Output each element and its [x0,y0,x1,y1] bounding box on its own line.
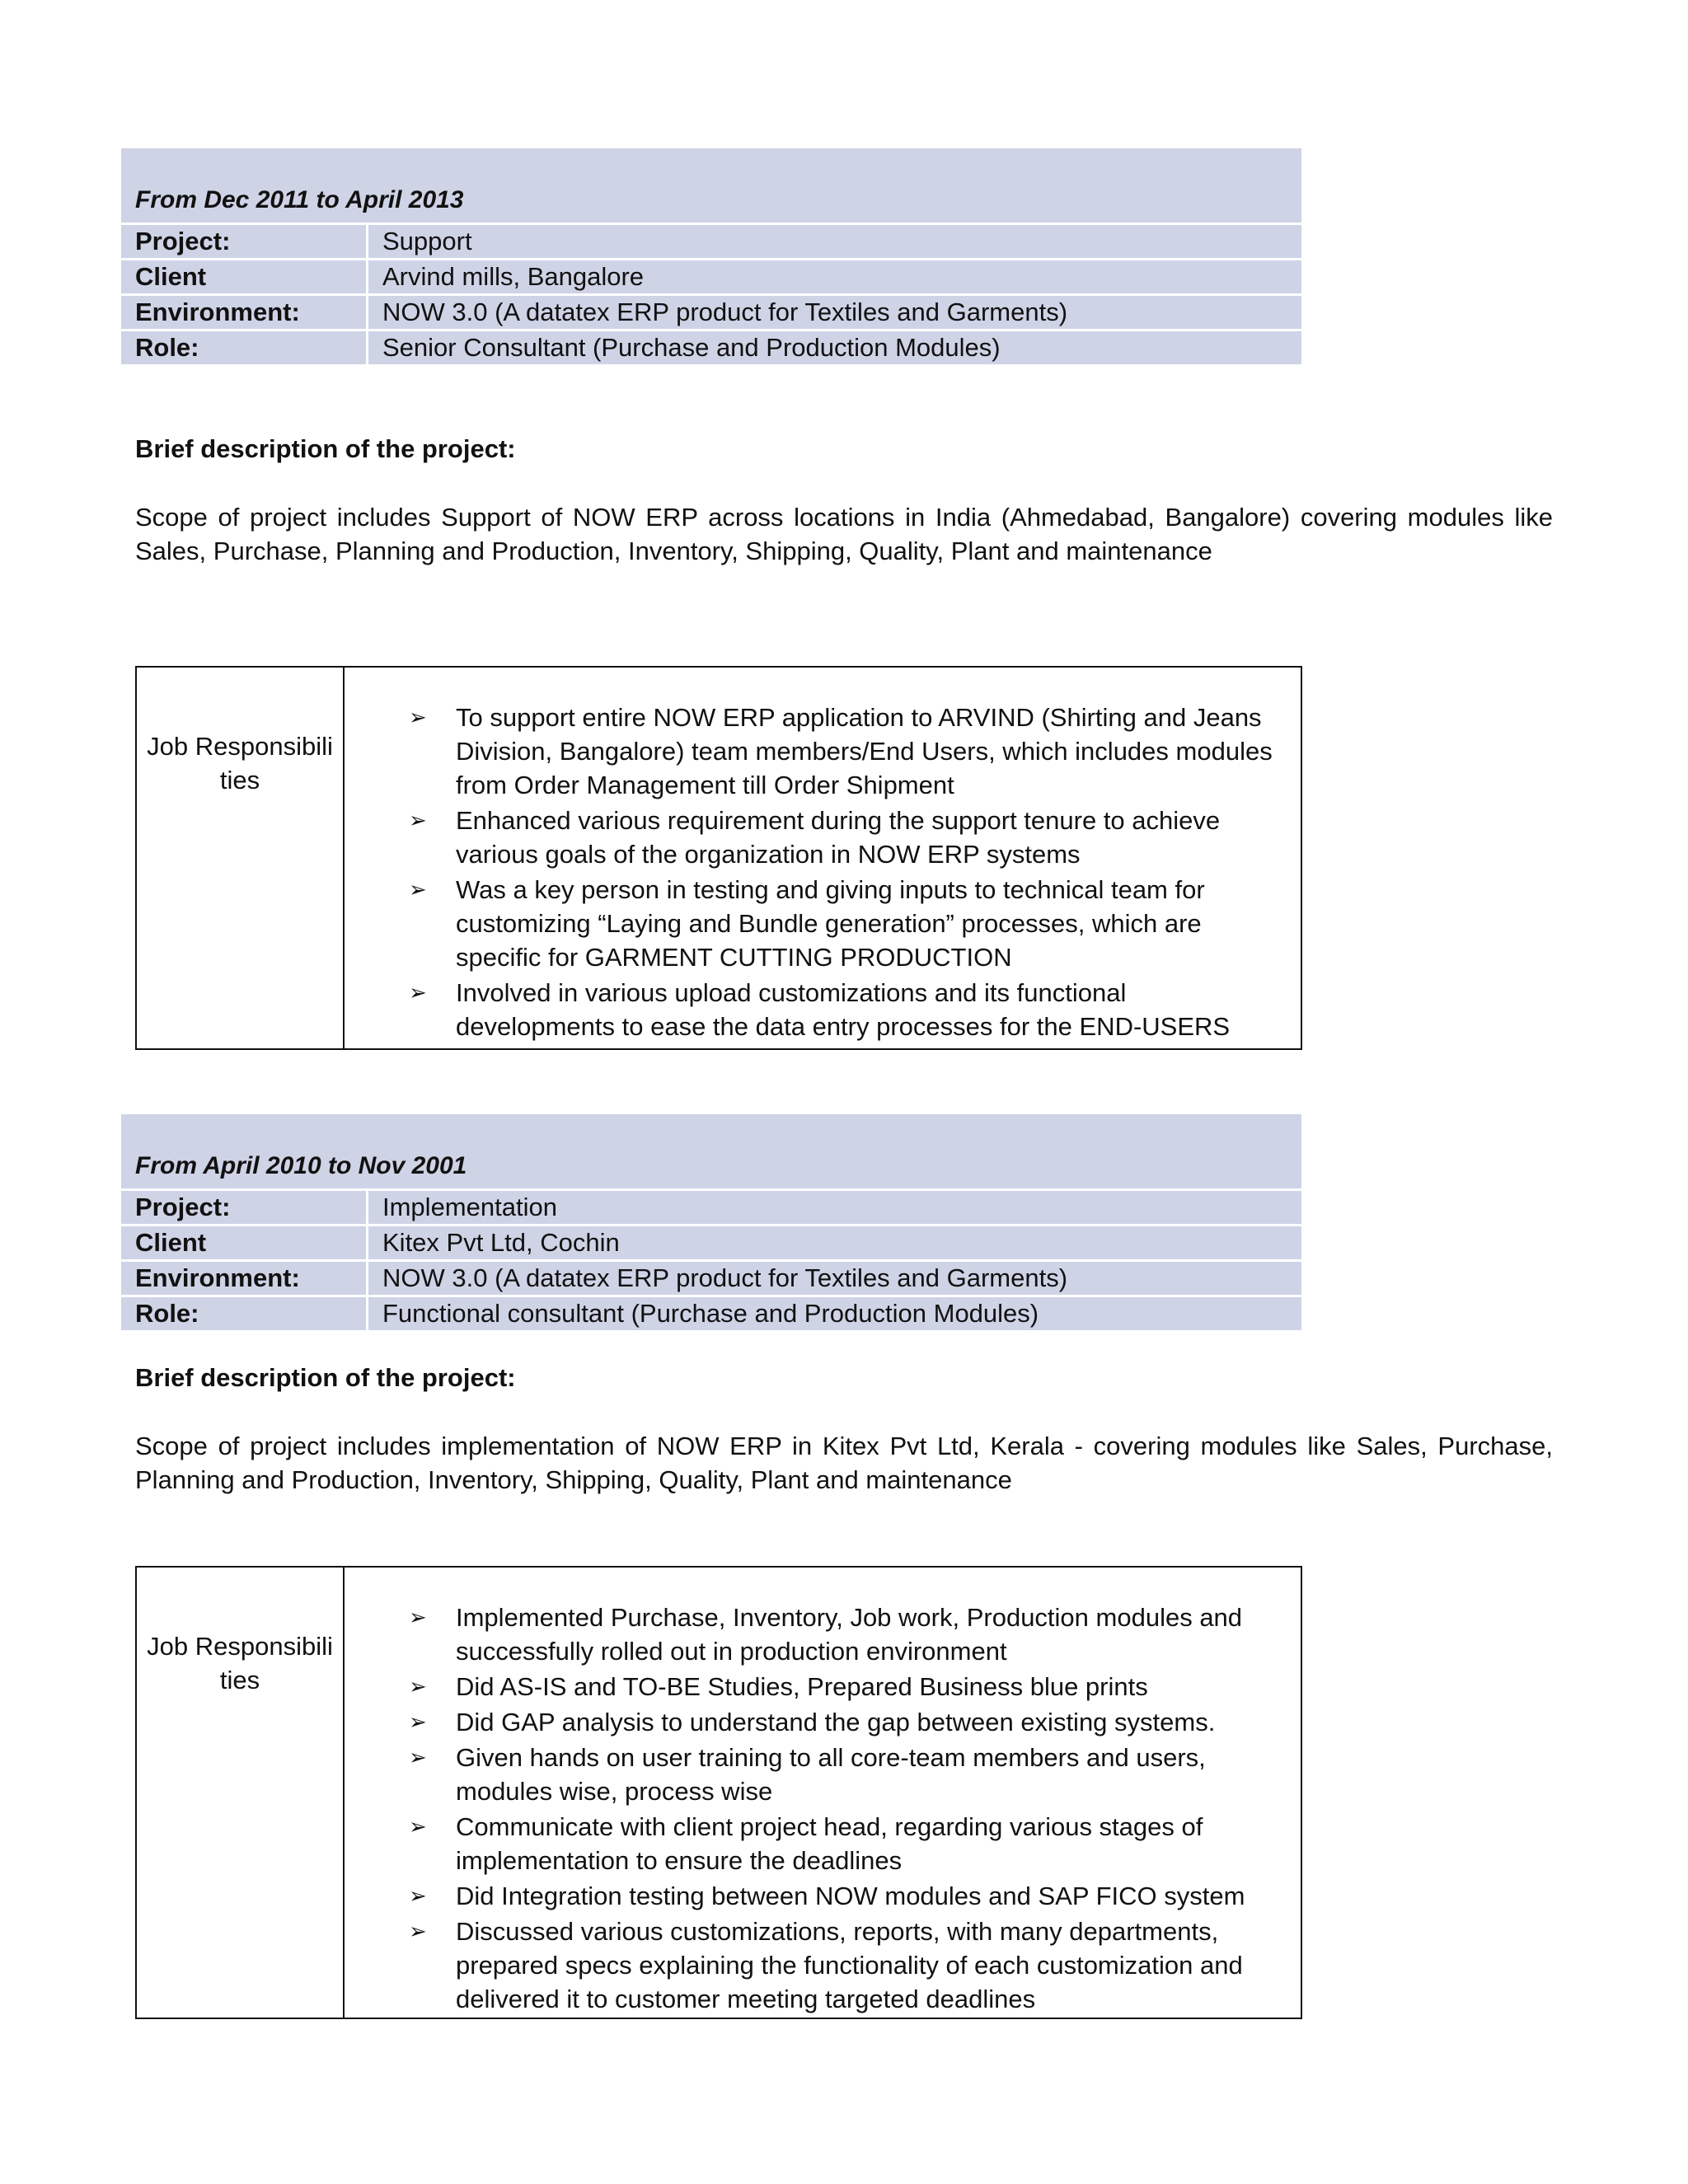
project-1-info-table [121,148,1301,367]
row-key: Project: [121,225,368,258]
bullet-arrow-icon: ➢ [409,1745,427,1769]
list-item: ➢ Enhanced various requirement during the support tenure to achieve various goals of the organization in NOW ERP systems [345,804,1284,871]
responsibilities-list [345,1568,1301,2018]
row-value: NOW 3.0 (A datatex ERP product for Textiles and Garments) [382,298,1068,326]
list-item: ➢ To support entire NOW ERP application to ARVIND (Shirting and Jeans Division, Bangalore) team members/End Users, which includes modules from Order Management till Order Shipment [345,701,1284,802]
list-item: ➢ Communicate with client project head, regarding various stages of implementation to ensure the deadlines [345,1810,1284,1877]
bullet-arrow-icon: ➢ [409,1709,427,1734]
bullet-arrow-icon: ➢ [409,808,427,832]
list-item: ➢ Given hands on user training to all core-team members and users, modules wise, process wise [345,1741,1284,1808]
responsibilities-list [345,668,1301,1048]
project-1-brief-heading: Brief description of the project: [135,434,516,463]
list-item: ➢ Implemented Purchase, Inventory, Job work, Production modules and successfully rolled out in production environment [345,1601,1284,1668]
responsibilities-label-text: Job Responsibilities [147,1632,333,1694]
project-1-row-client [121,260,1301,296]
project-1-period: From Dec 2011 to April 2013 [135,186,464,213]
row-value: Implementation [382,1193,557,1221]
row-key: Role: [121,1297,368,1330]
row-key: Client [121,260,368,293]
row-key: Role: [121,331,368,364]
project-1-row-role [121,331,1301,367]
bullet-arrow-icon: ➢ [409,1674,427,1699]
project-2-responsibilities-box [135,1566,1302,2019]
bullet-arrow-icon: ➢ [409,1919,427,1943]
project-2-row-environment [121,1262,1301,1297]
project-2-period-header [121,1114,1301,1191]
project-1-brief-text: Scope of project includes Support of NOW ERP across locations in India (Ahmedabad, Bangalore) covering modules like Sales, Purchase, Planning and Production, Inventory, Shipping, Quality, Plant and maintenance [135,503,1553,565]
row-value: Kitex Pvt Ltd, Cochin [382,1228,620,1257]
project-1-responsibilities-box [135,666,1302,1050]
list-item: ➢ Did GAP analysis to understand the gap between existing systems. [345,1705,1284,1739]
project-2-row-role [121,1297,1301,1333]
bullet-arrow-icon: ➢ [409,1883,427,1908]
row-value: NOW 3.0 (A datatex ERP product for Textiles and Garments) [382,1263,1068,1292]
list-item: ➢ Involved in various upload customizations and its functional developments to ease the data entry processes for the END-USERS [345,976,1284,1043]
project-1-row-environment [121,296,1301,331]
responsibilities-label [137,1568,345,2018]
list-item: ➢ Discussed various customizations, reports, with many departments, prepared specs explaining the functionality of each customization and delivered it to customer meeting targeted deadlines [345,1915,1284,2016]
bullet-arrow-icon: ➢ [409,877,427,902]
row-value: Arvind mills, Bangalore [382,262,645,291]
project-2-row-client [121,1226,1301,1262]
bullet-arrow-icon: ➢ [409,1605,427,1629]
project-2-brief-heading: Brief description of the project: [135,1363,516,1392]
project-1-period-header [121,148,1301,225]
row-value: Support [382,227,472,255]
project-2-info-table [121,1114,1301,1333]
bullet-arrow-icon: ➢ [409,1814,427,1839]
row-key: Environment: [121,1262,368,1295]
list-item: ➢ Did Integration testing between NOW modules and SAP FICO system [345,1879,1284,1913]
project-1-row-project [121,225,1301,260]
row-key: Client [121,1226,368,1259]
row-value: Functional consultant (Purchase and Production Modules) [382,1299,1039,1328]
bullet-arrow-icon: ➢ [409,705,427,729]
project-2-brief-text: Scope of project includes implementation of NOW ERP in Kitex Pvt Ltd, Kerala - covering modules like Sales, Purchase, Planning and Production, Inventory, Shipping, Quality, Plant and maintenance [135,1432,1553,1494]
project-2-row-project [121,1191,1301,1226]
responsibilities-label-text: Job Responsibilities [147,732,333,794]
responsibilities-label [137,668,345,1048]
bullet-arrow-icon: ➢ [409,980,427,1005]
row-key: Project: [121,1191,368,1224]
list-item: ➢ Was a key person in testing and giving inputs to technical team for customizing “Laying and Bundle generation” processes, which are specific for GARMENT CUTTING PRODUCTION [345,873,1284,974]
project-2-period: From April 2010 to Nov 2001 [135,1152,467,1179]
row-key: Environment: [121,296,368,329]
list-item: ➢ Did AS-IS and TO-BE Studies, Prepared Business blue prints [345,1670,1284,1704]
row-value: Senior Consultant (Purchase and Production Modules) [382,333,1001,362]
